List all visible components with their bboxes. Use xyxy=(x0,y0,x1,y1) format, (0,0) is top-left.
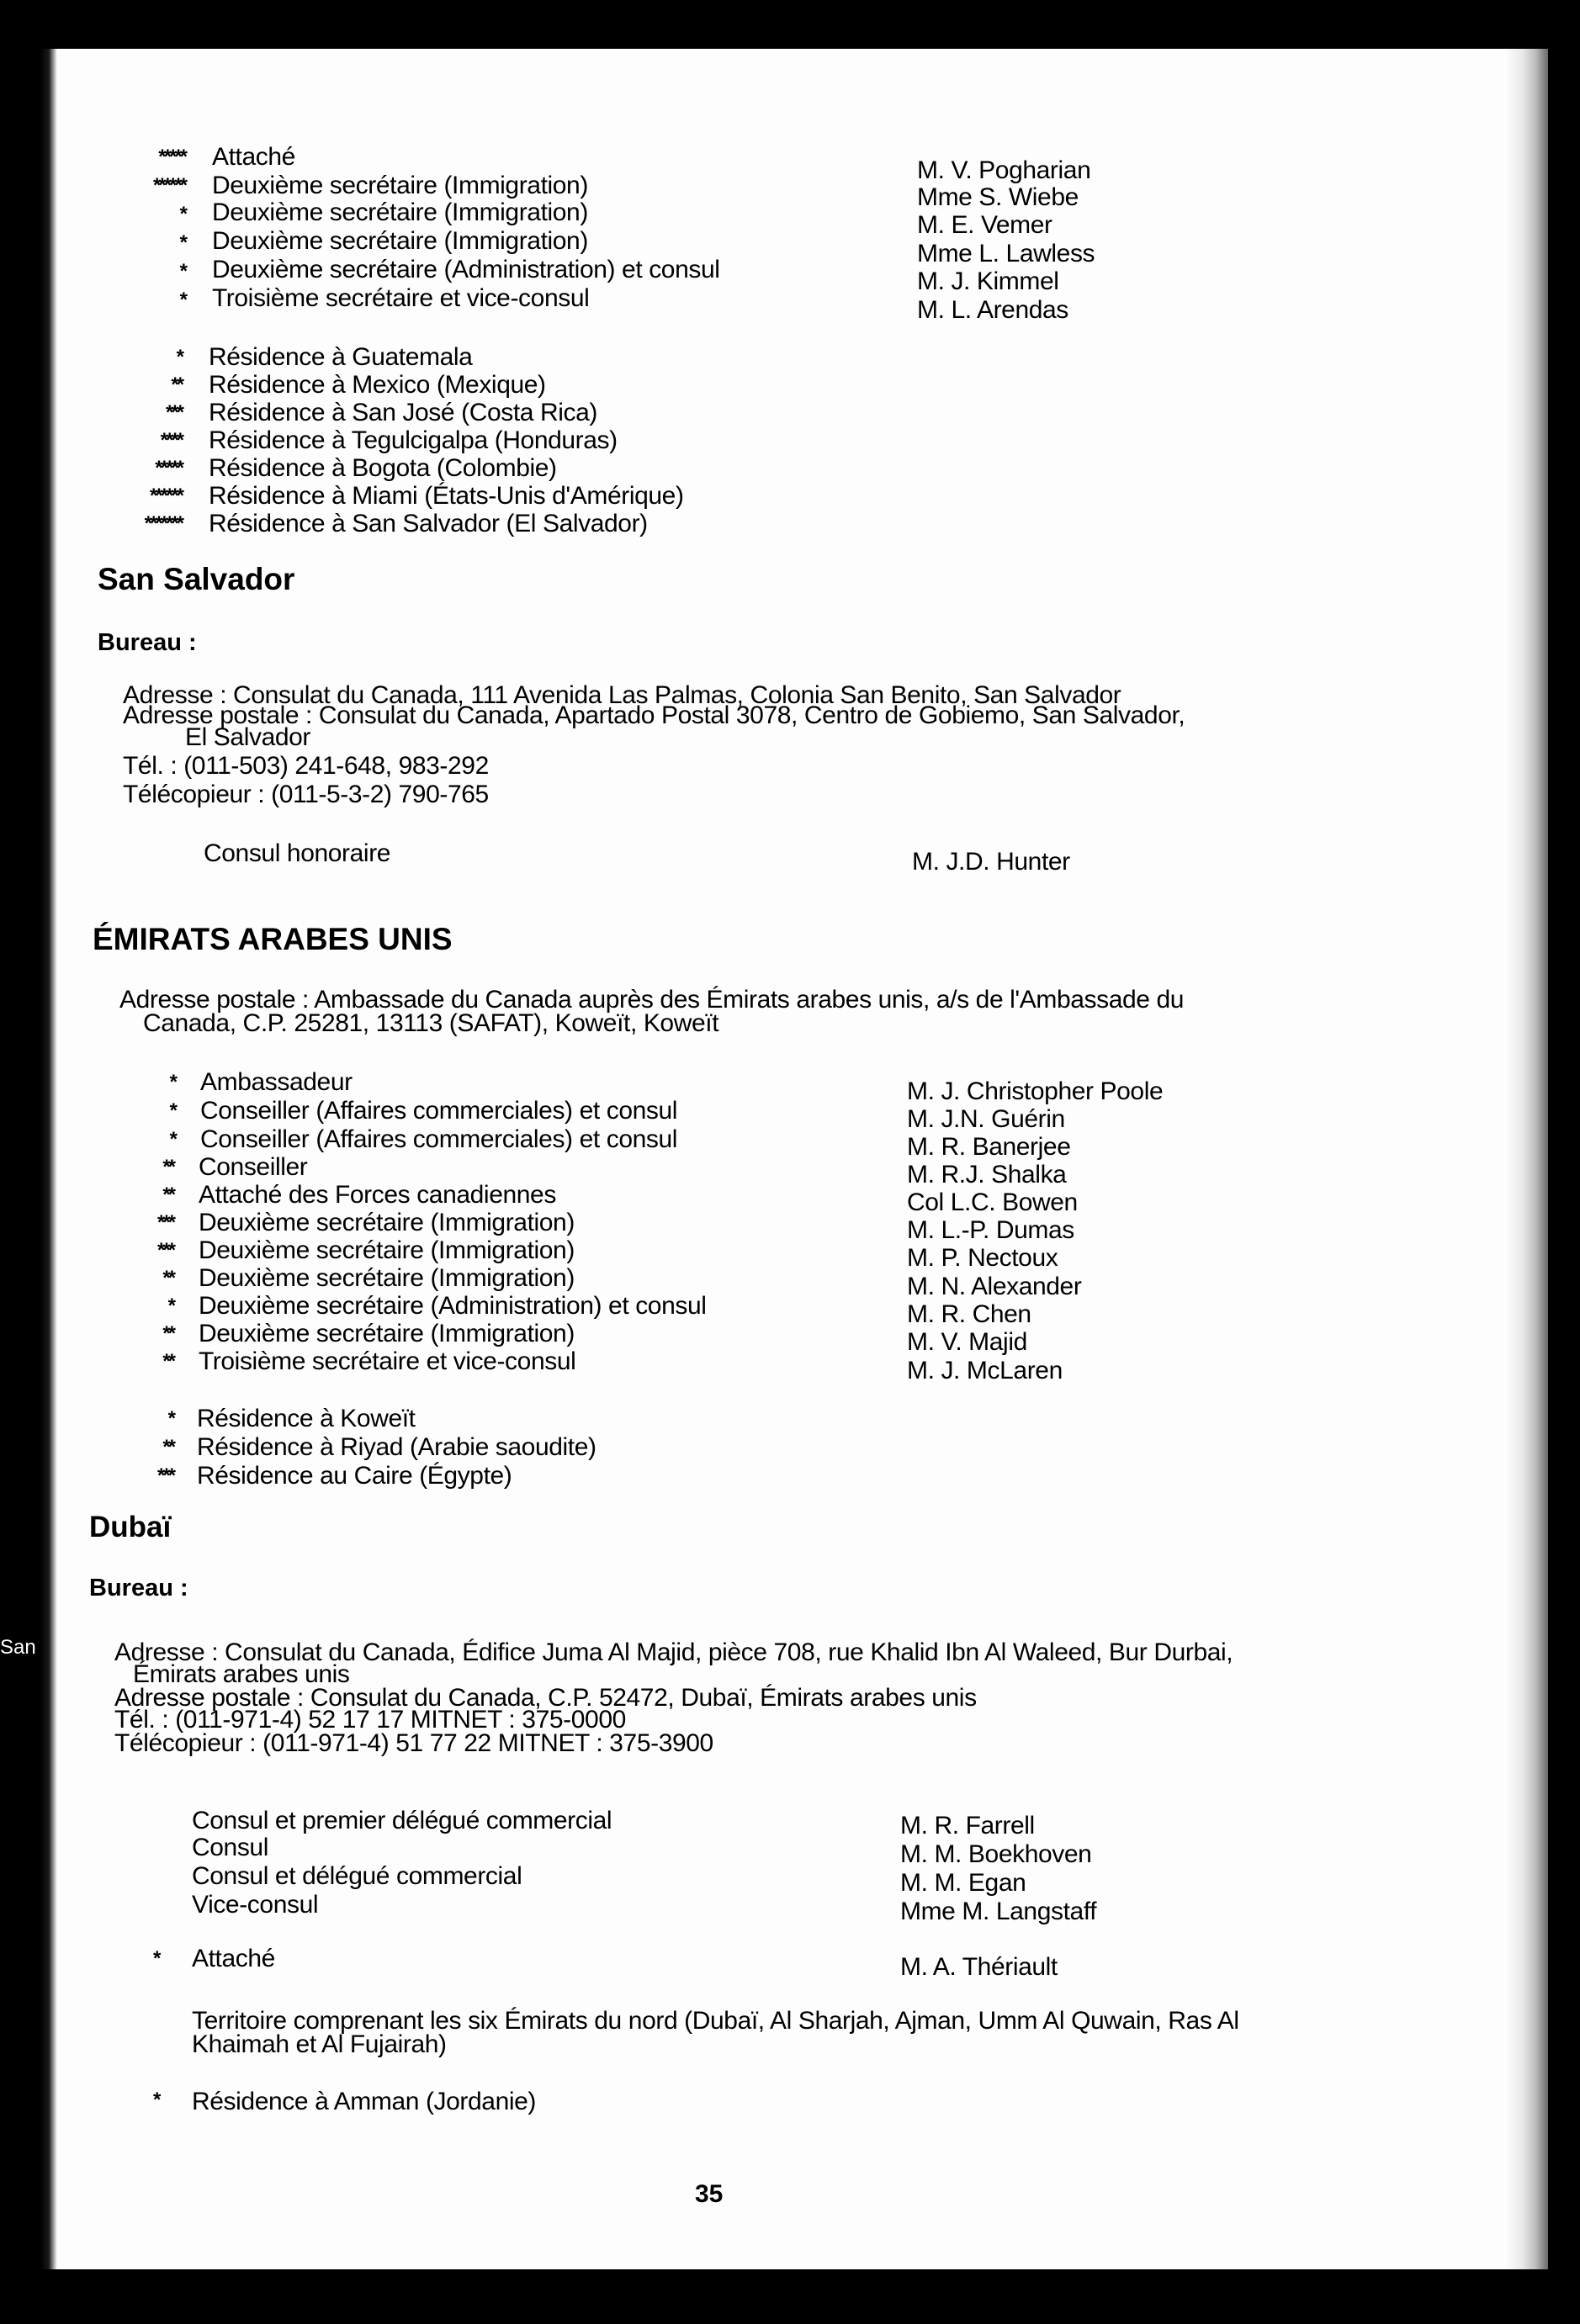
scan-top-border xyxy=(0,0,1580,50)
footnote-marker: ** xyxy=(162,1322,173,1345)
footnote-marker: ******* xyxy=(144,512,182,535)
staff-title: Deuxième secrétaire (Immigration) xyxy=(199,1264,575,1292)
staff-name: M. R. Farrell xyxy=(900,1812,1035,1840)
staff-title: Deuxième secrétaire (Administration) et consul xyxy=(212,256,720,283)
footnote-marker: * xyxy=(169,1099,175,1122)
bureau-label: Bureau : xyxy=(89,1575,188,1601)
postal-address-line: Adresse postale : Consulat du Canada, C.P. 52472, Dubaï, Émirats arabes unis xyxy=(114,1684,977,1712)
staff-name: Mme L. Lawless xyxy=(917,240,1095,267)
staff-name: M. J. McLaren xyxy=(907,1357,1063,1384)
residence-text: Résidence au Caire (Égypte) xyxy=(197,1462,512,1490)
footnote-marker: * xyxy=(179,203,185,225)
staff-name: M. J. Christopher Poole xyxy=(907,1077,1164,1105)
staff-title: Consul et délégué commercial xyxy=(192,1862,522,1890)
staff-title: Ambassadeur xyxy=(200,1068,353,1096)
staff-title: Deuxième secrétaire (Immigration) xyxy=(199,1320,575,1347)
staff-title: Conseiller (Affaires commerciales) et consul xyxy=(200,1125,678,1153)
staff-name: Col L.C. Bowen xyxy=(907,1188,1078,1216)
footnote-marker: ** xyxy=(162,1350,173,1373)
residence-text: Résidence à San Salvador (El Salvador) xyxy=(209,510,648,537)
staff-name: M. R. Banerjee xyxy=(907,1133,1071,1161)
scan-right-edge xyxy=(1506,49,1548,2269)
territory-line: Territoire comprenant les six Émirats du nord (Dubaï, Al Sharjah, Ajman, Umm Al Quwain, Ras Al xyxy=(192,2007,1239,2035)
postal-address-line: Canada, C.P. 25281, 13113 (SAFAT), Koweït, Koweït xyxy=(143,1009,719,1037)
section-heading: ÉMIRATS ARABES UNIS xyxy=(93,922,453,956)
footnote-marker: *** xyxy=(156,1211,173,1234)
footnote-marker: ** xyxy=(162,1436,173,1458)
staff-name: M. N. Alexander xyxy=(907,1273,1082,1300)
footnote-marker: *** xyxy=(156,1464,173,1487)
staff-title: Deuxième secrétaire (Administration) et consul xyxy=(199,1292,707,1320)
staff-name: Mme S. Wiebe xyxy=(917,183,1079,211)
residence-text: Résidence à Miami (États-Unis d'Amérique) xyxy=(209,482,684,510)
staff-name: M. P. Nectoux xyxy=(907,1244,1058,1272)
address-block xyxy=(123,681,1385,809)
footnote-marker: * xyxy=(167,1407,173,1430)
staff-name: M. V. Pogharian xyxy=(917,156,1091,184)
footnote-marker: * xyxy=(179,289,185,311)
staff-title: Conseiller xyxy=(199,1153,308,1181)
staff-title: Conseiller (Affaires commerciales) et consul xyxy=(200,1097,678,1125)
footnote-marker: * xyxy=(153,1947,159,1970)
staff-name: M. J.D. Hunter xyxy=(912,848,1070,876)
staff-title: Deuxième secrétaire (Immigration) xyxy=(212,199,588,226)
section-heading: Dubaï xyxy=(89,1511,172,1543)
page-number: 35 xyxy=(695,2180,724,2208)
footnote-marker: ** xyxy=(162,1267,173,1289)
staff-title: Consul et premier délégué commercial xyxy=(192,1807,612,1834)
address-block xyxy=(114,1638,1427,1758)
footnote-marker: *** xyxy=(165,401,182,424)
bureau-label: Bureau : xyxy=(98,629,197,656)
residence-text: Résidence à Koweït xyxy=(197,1405,416,1432)
staff-name: M. J.N. Guérin xyxy=(907,1105,1065,1133)
staff-title: Attaché des Forces canadiennes xyxy=(199,1181,556,1209)
postal-address-line: Adresse postale : Consulat du Canada, Apartado Postal 3078, Centro de Gobiemo, San Salvador, xyxy=(123,701,1185,729)
scan-left-edge xyxy=(40,49,57,2320)
residence-text: Résidence à Amman (Jordanie) xyxy=(192,2088,537,2115)
footnote-marker: ** xyxy=(162,1156,173,1178)
footnote-marker: * xyxy=(169,1071,175,1093)
address-line: Adresse : Consulat du Canada, Édifice Juma Al Majid, pièce 708, rue Khalid Ibn Al Waleed, Bur Durbai, xyxy=(114,1638,1233,1666)
staff-name: M. M. Egan xyxy=(900,1869,1026,1897)
scan-bottom-border xyxy=(0,2269,1580,2324)
footnote-marker: ****** xyxy=(149,484,182,507)
footnote-marker: * xyxy=(179,260,185,283)
staff-title: Attaché xyxy=(212,143,295,171)
staff-name: M. R.J. Shalka xyxy=(907,1161,1067,1188)
telephone: Tél. : (011-971-4) 52 17 17 MITNET : 375-0000 xyxy=(114,1706,626,1734)
staff-title: Deuxième secrétaire (Immigration) xyxy=(212,172,588,199)
residence-text: Résidence à Riyad (Arabie saoudite) xyxy=(197,1433,596,1461)
staff-name: M. R. Chen xyxy=(907,1300,1031,1328)
residence-text: Résidence à Bogota (Colombie) xyxy=(209,454,557,482)
staff-name: M. L. Arendas xyxy=(917,296,1068,324)
staff-title: Vice-consul xyxy=(192,1891,319,1919)
footnote-marker: * xyxy=(176,346,182,368)
postal-address-block xyxy=(119,986,1398,1038)
staff-title: Deuxième secrétaire (Immigration) xyxy=(199,1236,575,1264)
address-line: Adresse : Consulat du Canada, 111 Avenida Las Palmas, Colonia San Benito, San Salvador xyxy=(123,681,1121,709)
footnote-marker: * xyxy=(153,2088,159,2111)
postal-address-line: Adresse postale : Ambassade du Canada auprès des Émirats arabes unis, a/s de l'Ambassade du xyxy=(119,986,1185,1014)
footnote-marker: ** xyxy=(171,373,182,396)
footnote-marker: **** xyxy=(160,429,182,452)
staff-name: M. M. Boekhoven xyxy=(900,1840,1092,1868)
footnote-marker: * xyxy=(169,1128,175,1151)
territory-line: Khaimah et Al Fujairah) xyxy=(192,2030,447,2058)
residence-text: Résidence à Guatemala xyxy=(209,343,473,371)
footnote-marker: ****** xyxy=(152,174,185,197)
staff-name: M. J. Kimmel xyxy=(917,267,1059,295)
residence-text: Résidence à San José (Costa Rica) xyxy=(209,399,598,426)
residence-text: Résidence à Tegulcigalpa (Honduras) xyxy=(209,426,618,454)
staff-title: Consul xyxy=(192,1834,268,1861)
staff-name: M. V. Majid xyxy=(907,1328,1027,1356)
footnote-marker: ** xyxy=(162,1183,173,1206)
telephone: Tél. : (011-503) 241-648, 983-292 xyxy=(123,752,489,780)
staff-title: Deuxième secrétaire (Immigration) xyxy=(212,227,588,255)
address-line: Émirats arabes unis xyxy=(133,1660,350,1688)
footnote-marker: * xyxy=(167,1294,173,1317)
section-heading: San Salvador xyxy=(98,562,295,596)
footnote-marker: ***** xyxy=(155,457,182,479)
residence-text: Résidence à Mexico (Mexique) xyxy=(209,371,546,399)
fax: Télécopieur : (011-5-3-2) 790-765 xyxy=(123,781,489,808)
staff-title: Attaché xyxy=(192,1945,275,1972)
staff-name: Mme M. Langstaff xyxy=(900,1898,1097,1925)
staff-title: Troisième secrétaire et vice-consul xyxy=(199,1347,576,1375)
staff-title: Consul honoraire xyxy=(204,839,391,867)
staff-name: M. L.-P. Dumas xyxy=(907,1216,1074,1244)
footnote-marker: ***** xyxy=(158,146,185,168)
staff-title: Troisième secrétaire et vice-consul xyxy=(212,284,590,312)
territory-note xyxy=(192,2007,1386,2059)
footnote-marker: *** xyxy=(156,1239,173,1262)
staff-name: M. E. Vemer xyxy=(917,211,1052,239)
fax: Télécopieur : (011-971-4) 51 77 22 MITNET : 375-3900 xyxy=(114,1729,713,1757)
staff-name: M. A. Thériault xyxy=(900,1953,1058,1981)
footnote-marker: * xyxy=(179,231,185,254)
postal-address-line: El Salvador xyxy=(185,723,311,751)
staff-title: Deuxième secrétaire (Immigration) xyxy=(199,1209,575,1236)
margin-note: San xyxy=(0,1636,36,1659)
